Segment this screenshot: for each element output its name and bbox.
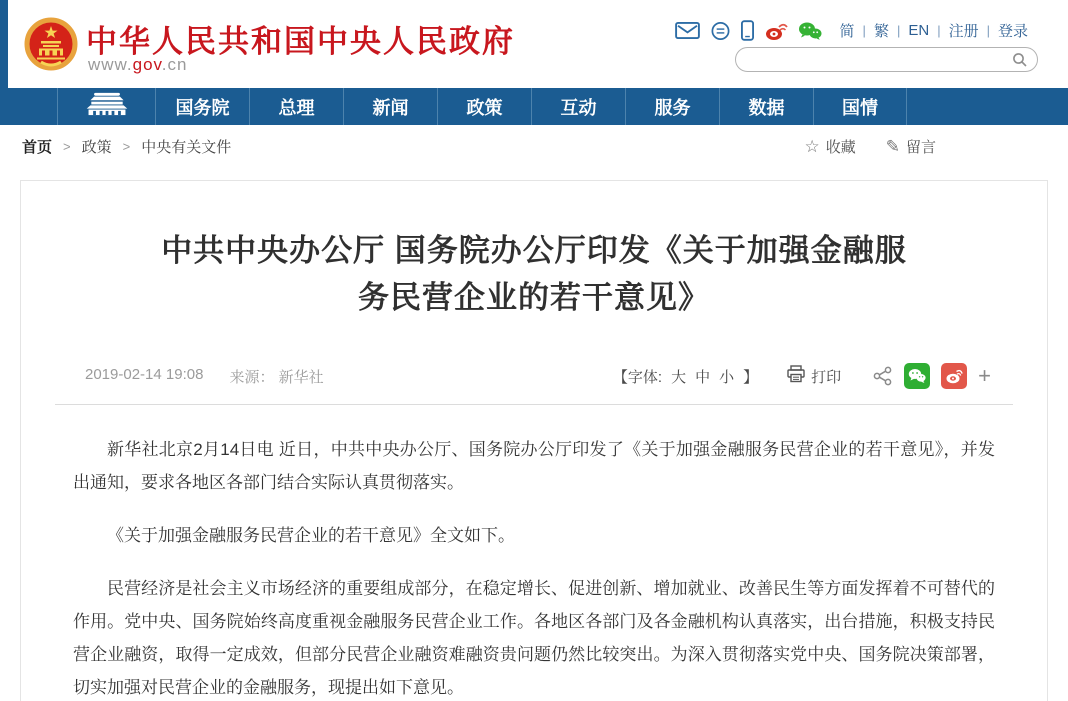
paragraph: 《关于加强金融服务民营企业的若干意见》全文如下。 [107, 526, 515, 545]
share-group [873, 363, 991, 389]
language-links [840, 20, 1028, 41]
site-title[interactable]: 中华人民共和国中央人民政府 [86, 24, 515, 59]
lang-english[interactable]: EN [908, 22, 930, 39]
print-label: 打印 [811, 368, 842, 386]
comment-label: 留言 [905, 139, 936, 156]
main-nav [0, 88, 1068, 125]
url-gov: gov [132, 55, 162, 74]
url-www: www. [88, 55, 133, 74]
meta-right [613, 363, 991, 389]
nav-tab-premier[interactable]: 总理 [249, 88, 343, 125]
nav-tab-state-council[interactable]: 国务院 [155, 88, 249, 125]
breadcrumb-policy[interactable]: 政策 [81, 139, 112, 156]
lang-simplified[interactable]: 简 [839, 23, 855, 40]
font-label-open: 【字体: [612, 368, 663, 386]
pencil-icon: ✎ [885, 136, 900, 156]
site-header [0, 0, 1068, 88]
font-size-medium[interactable]: 中 [695, 368, 711, 386]
breadcrumb-separator: > [122, 139, 131, 154]
nav-tab-policy[interactable]: 政策 [437, 88, 531, 125]
search-input[interactable] [736, 49, 1012, 70]
article-card [20, 180, 1048, 701]
printer-icon [786, 365, 806, 387]
publish-date: 2019-02-14 19:08 [85, 366, 204, 383]
url-cn: .cn [161, 55, 188, 74]
lang-separator: | [986, 23, 990, 38]
lang-separator: | [862, 23, 866, 38]
nav-tab-services[interactable]: 服务 [625, 88, 719, 125]
lang-separator: | [896, 23, 901, 38]
search-box [735, 47, 1038, 72]
font-label-close: 】 [743, 368, 759, 386]
left-edge-strip [0, 0, 8, 88]
mobile-phone-icon[interactable] [741, 20, 754, 41]
breadcrumb-separator: > [63, 139, 71, 154]
meta-left [85, 366, 324, 387]
font-size-large[interactable]: 大 [671, 368, 687, 386]
nav-home-tab[interactable] [57, 88, 155, 125]
article-title-line2: 务民营企业的若干意见》 [358, 280, 710, 315]
search-icon[interactable] [1012, 52, 1028, 68]
font-size-control [613, 366, 758, 387]
article-title-line1: 中共中央办公厅 国务院办公厅印发《关于加强金融服 [161, 233, 907, 268]
source-label: 来源： [229, 369, 275, 386]
nav-tab-country[interactable]: 国情 [813, 88, 907, 125]
mail-icon[interactable] [675, 21, 700, 40]
paragraph: 民营经济是社会主义市场经济的重要组成部分，在稳定增长、促进创新、增加就业、改善民生等方面发挥着不可替代的作用。党中央、国务院始终高度重视金融服务民营企业工作。各地区各部门及各金融机构认真落实，出台措施，积极支持民营企业融资，取得一定成效，但部分民营企业融资难融资贵问题仍然比较突出。为深入贯彻落实党中央、国务院决策部署，切实加强对民营企业的金融服务，现提出如下意见。 [73, 579, 995, 697]
print-button[interactable] [786, 365, 841, 387]
national-emblem-icon [24, 14, 78, 79]
source-name[interactable]: 新华社 [278, 369, 324, 386]
share-weibo-icon[interactable] [941, 363, 967, 389]
nav-tab-data[interactable]: 数据 [719, 88, 813, 125]
wechat-icon[interactable] [798, 21, 822, 41]
tiananmen-home-icon [83, 92, 131, 121]
nav-tab-interact[interactable]: 互动 [531, 88, 625, 125]
login-link[interactable]: 登录 [997, 23, 1028, 40]
source [229, 366, 323, 387]
favorite-button[interactable] [804, 136, 855, 157]
favorite-label: 收藏 [825, 139, 856, 156]
breadcrumb-central-documents[interactable]: 中央有关文件 [141, 139, 232, 156]
register-link[interactable]: 注册 [948, 23, 979, 40]
lang-separator: | [937, 23, 941, 38]
star-icon: ☆ [804, 136, 820, 156]
share-wechat-icon[interactable] [904, 363, 930, 389]
breadcrumb [0, 125, 1068, 168]
lang-traditional[interactable]: 繁 [873, 23, 889, 40]
site-url [88, 55, 187, 75]
article-meta [21, 363, 1047, 389]
header-quick-links [675, 20, 1028, 41]
breadcrumb-home[interactable]: 首页 [22, 139, 53, 156]
article-title [21, 227, 1047, 321]
share-more-button[interactable]: + [978, 363, 991, 388]
share-icon[interactable] [873, 366, 893, 386]
paragraph: 新华社北京2月14日电 近日，中共中央办公厅、国务院办公厅印发了《关于加强金融服务民营企业的若干意见》，并发出通知，要求各地区各部门结合实际认真贯彻落实。 [73, 440, 995, 492]
comment-button[interactable] [886, 136, 936, 157]
nav-tab-news[interactable]: 新闻 [343, 88, 437, 125]
font-size-small[interactable]: 小 [719, 368, 735, 386]
weibo-icon[interactable] [764, 21, 788, 41]
page-actions [804, 125, 936, 168]
article-body [21, 405, 1047, 701]
message-bubble-icon[interactable] [710, 21, 731, 41]
